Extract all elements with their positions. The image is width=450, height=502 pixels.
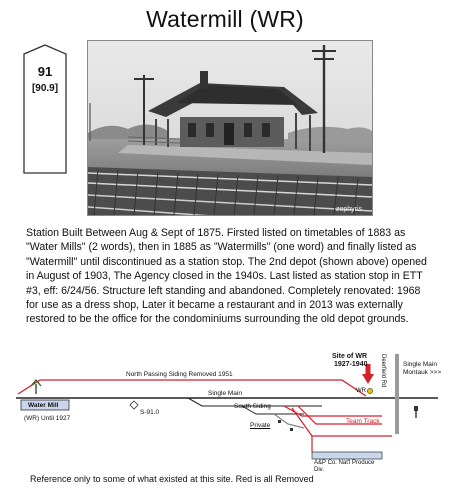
anp-label-2: Div. (314, 467, 324, 473)
private-label: Private (250, 422, 271, 429)
anp-building (312, 452, 382, 459)
station-marker-icon (367, 388, 372, 393)
site-arrow-icon (362, 374, 374, 384)
depot-photo (87, 40, 373, 216)
north-passing-siding-line (18, 380, 366, 396)
south-siding-label: South Siding (234, 403, 271, 410)
track-diagram (12, 348, 442, 479)
signal-diamond-icon (130, 401, 138, 409)
montauk-label: Montauk >>> (403, 369, 442, 376)
team-track-label: Team Track (346, 418, 380, 425)
footer-note: Reference only to some of what existed at this site. Red is all Removed (30, 474, 314, 484)
milepost-marker (22, 44, 68, 174)
passing-siding-label: North Passing Siding Removed 1951 (126, 371, 233, 378)
single-main-label: Single Main (208, 390, 242, 397)
site-years: 1927-1940 (334, 361, 368, 368)
signal-icon (414, 406, 418, 411)
deerfield-label: Deerfield Rd (380, 354, 386, 388)
deerfield-road (395, 354, 399, 434)
page-title: Watermill (WR) (146, 6, 304, 32)
milepost-sub: [90.9] (31, 83, 59, 94)
station-note: (WR) Until 1927 (24, 415, 71, 422)
photo-watermark: zephyris (336, 206, 363, 213)
wr-label: WR (356, 388, 366, 394)
station-description: Station Built Between Aug & Sept of 1875. Firsted listed on timetables of 1883 as "Water Mills" (2 words), then in 1885 as "Watermills" (one word) and finally listed as "Watermill" until discontinued as a station stop. The 2nd depot (shown above) opened in August of 1903, The Agency closed in the 1940s. Last listed as station stop in ETT #3, eff: 6/24/56. Structure left standing and abandoned. Completely renovated: 1968 for use as a dress shop, Later it became a restaurant and in 2013 was externally restored to be the office for the condominiums surrounding the old depot grounds. (26, 227, 427, 326)
site-title: Site of WR (332, 353, 367, 360)
signal-label: S-91.0 (140, 409, 160, 416)
milepost-number: 91 (37, 64, 53, 79)
anp-label-1: A&P Co. Nat'l Produce (314, 460, 375, 466)
single-main-right-label: Single Main (403, 361, 437, 368)
station-box-label: Water Mill (28, 402, 59, 409)
